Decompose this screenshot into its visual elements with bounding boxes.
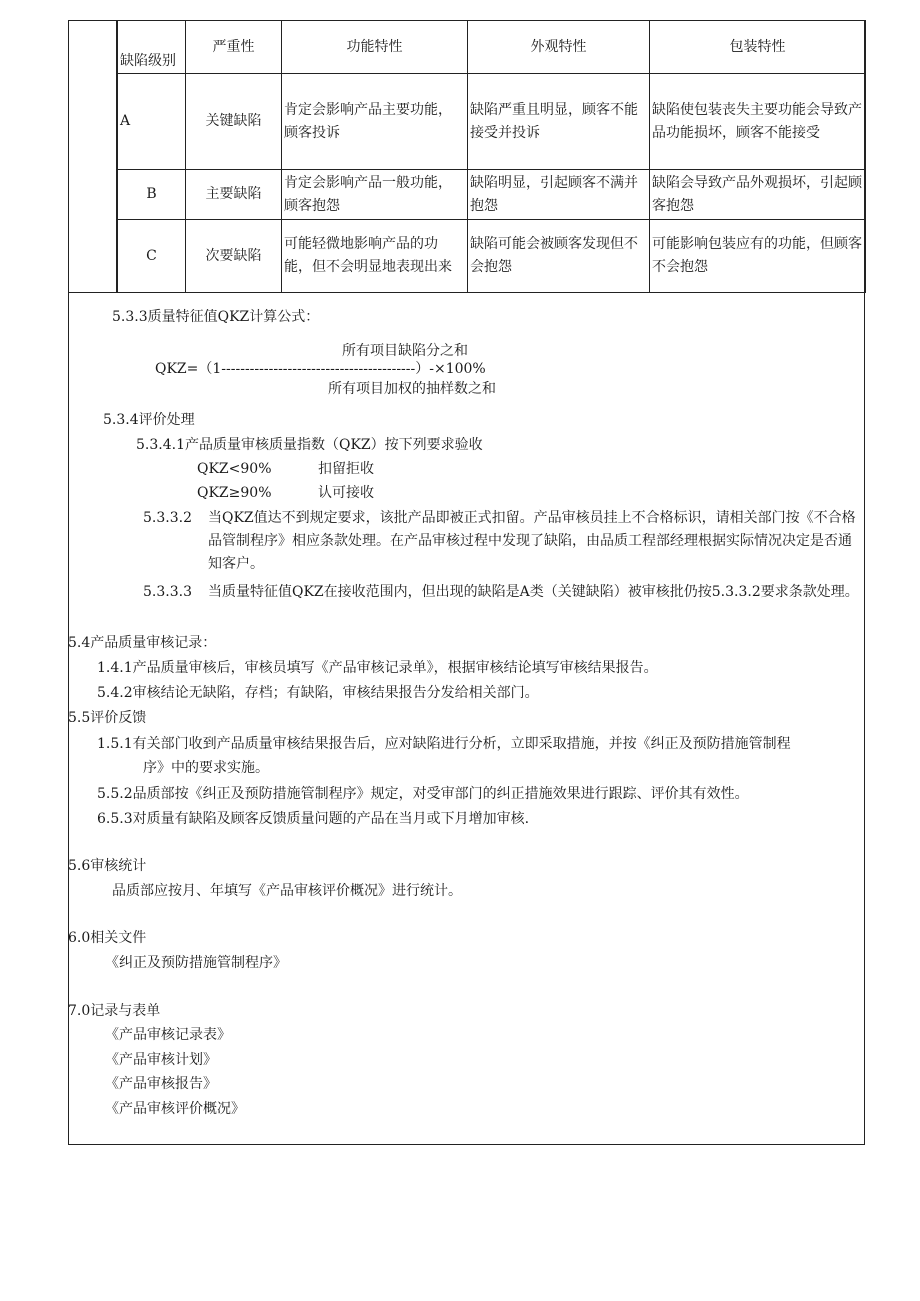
header-severity: 严重性 (186, 21, 282, 74)
formula-numerator: 所有项目缺陷分之和 (342, 343, 468, 359)
defect-level-table (117, 20, 866, 293)
s55-title: 5.5评价反馈 (68, 710, 147, 726)
criterion-reject-action: 扣留拒收 (318, 461, 374, 477)
row-b-function: 肯定会影响产品一般功能，顾客抱怨 (282, 170, 468, 220)
s55-p1-cont: 序》中的要求实施。 (143, 760, 269, 776)
list-item: 《产品审核计划》 (105, 1052, 217, 1068)
formula-denominator: 所有项目加权的抽样数之和 (328, 381, 496, 397)
row-b-level: B (118, 170, 186, 220)
table-header-row (118, 21, 866, 74)
row-a-function: 肯定会影响产品主要功能，顾客投诉 (282, 74, 468, 170)
formula-line: QKZ=（1-----------------------------------------）-×100% (155, 361, 486, 377)
header-packaging: 包装特性 (650, 21, 866, 74)
header-function: 功能特性 (282, 21, 468, 74)
s534-p2-number: 5.3.3.2 (143, 510, 192, 526)
s534-p3-number: 5.3.3.3 (143, 584, 192, 600)
row-c-appearance: 缺陷可能会被顾客发现但不会抱怨 (468, 220, 650, 293)
list-item: 《产品审核报告》 (105, 1076, 217, 1092)
s60-item: 《纠正及预防措施管制程序》 (105, 955, 287, 971)
row-c-function: 可能轻微地影响产品的功能，但不会明显地表现出来 (282, 220, 468, 293)
s54-p2: 5.4.2审核结论无缺陷，存档；有缺陷，审核结果报告分发给相关部门。 (97, 685, 539, 701)
row-b-packaging: 缺陷会导致产品外观损坏，引起顾客抱怨 (650, 170, 866, 220)
row-a-level: A (118, 74, 186, 170)
criterion-reject: QKZ<90% (197, 461, 272, 477)
s55-p2: 5.5.2品质部按《纠正及预防措施管制程序》规定，对受审部门的纠正措施效果进行跟踪、评价其有效性。 (97, 786, 749, 802)
s534-p3: 当质量特征值QKZ在接收范围内，但出现的缺陷是A类（关键缺陷）被审核批仍按5.3.3.2要求条款处理。 (208, 584, 859, 600)
s70-title: 7.0记录与表单 (68, 1003, 161, 1019)
criterion-accept-action: 认可接收 (318, 485, 374, 501)
row-b-appearance: 缺陷明显，引起顾客不满并抱怨 (468, 170, 650, 220)
section-divider (68, 292, 865, 293)
row-c-severity: 次要缺陷 (186, 220, 282, 293)
criterion-accept: QKZ≥90% (197, 485, 272, 501)
row-a-packaging: 缺陷使包装丧失主要功能会导致产品功能损坏，顾客不能接受 (650, 74, 866, 170)
s534-title: 5.3.4评价处理 (103, 412, 195, 428)
header-level: 缺陷级别 (118, 21, 186, 74)
s55-p3: 6.5.3对质量有缺陷及顾客反馈质量问题的产品在当月或下月增加审核. (97, 811, 530, 827)
list-item: 《产品审核记录表》 (105, 1027, 231, 1043)
header-appearance: 外观特性 (468, 21, 650, 74)
table-row (118, 170, 866, 220)
s534-p1: 5.3.4.1产品质量审核质量指数（QKZ）按下列要求验收 (136, 437, 483, 453)
row-a-severity: 关键缺陷 (186, 74, 282, 170)
row-c-level: C (118, 220, 186, 293)
s55-p1: 1.5.1有关部门收到产品质量审核结果报告后，应对缺陷进行分析，立即采取措施，并按《纠正及预防措施管制程 (97, 736, 791, 752)
table-row (118, 220, 866, 293)
s60-title: 6.0相关文件 (68, 930, 147, 946)
list-item: 《产品审核评价概况》 (105, 1101, 245, 1117)
row-a-appearance: 缺陷严重且明显，顾客不能接受并投诉 (468, 74, 650, 170)
s54-title: 5.4产品质量审核记录： (68, 635, 217, 651)
s56-p1: 品质部应按月、年填写《产品审核评价概况》进行统计。 (112, 883, 462, 899)
row-c-packaging: 可能影响包装应有的功能，但顾客不会抱怨 (650, 220, 866, 293)
left-margin-cell (68, 20, 117, 292)
row-b-severity: 主要缺陷 (186, 170, 282, 220)
s534-p2: 当QKZ值达不到规定要求，该批产品即被正式扣留。产品审核员挂上不合格标识，请相关部门按《不合格品管制程序》相应条款处理。在产品审核过程中发现了缺陷，由品质工程部经理根据实际情况决定是否通知客户。 (208, 510, 856, 572)
s56-title: 5.6审核统计 (68, 858, 147, 874)
s54-p1: 1.4.1产品质量审核后，审核员填写《产品审核记录单》，根据审核结论填写审核结果报告。 (97, 660, 658, 676)
s533-title: 5.3.3质量特征值QKZ计算公式： (112, 309, 320, 325)
table-row (118, 74, 866, 170)
